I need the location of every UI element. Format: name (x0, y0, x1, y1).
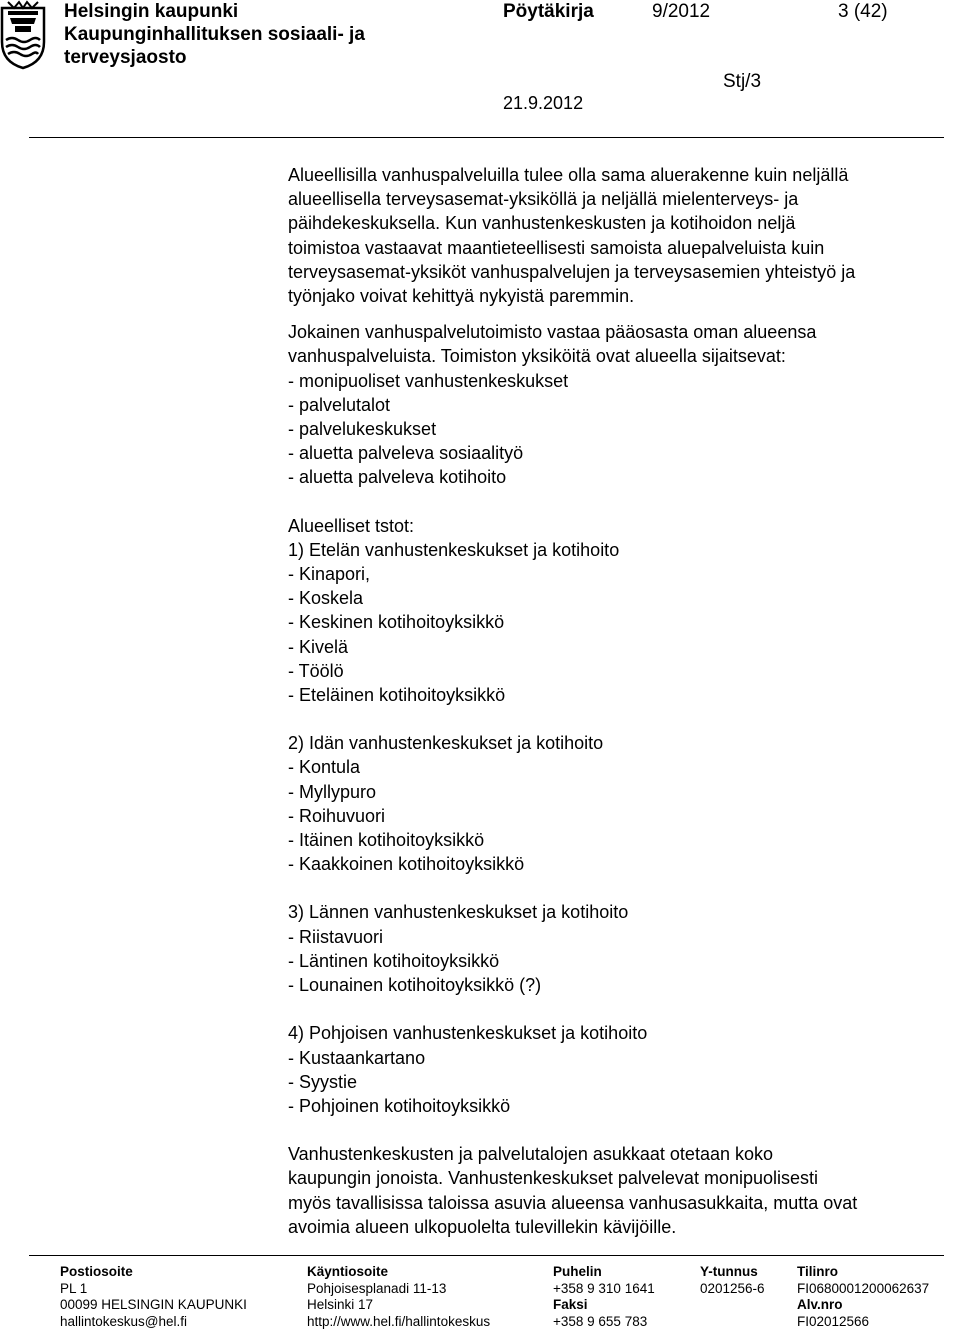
list-item: - Pohjoinen kotihoitoyksikkö (288, 1095, 511, 1116)
header-divider (29, 137, 944, 138)
list-item: - Myllypuro (288, 781, 377, 802)
organization-name: Helsingin kaupunki (64, 1, 239, 22)
list-item: - palvelukeskukset (288, 419, 437, 440)
committee-name-line2: terveysjaosto (64, 47, 187, 68)
document-body (288, 163, 928, 1239)
helsinki-coat-of-arms-icon (0, 0, 46, 70)
list-item: - Itäinen kotihoitoyksikkö (288, 830, 485, 851)
list-item: - Kaakkoinen kotihoitoyksikkö (288, 854, 525, 875)
list-item: - Kontula (288, 757, 361, 778)
footer-postal-address: Postiosoite PL 1 00099 HELSINGIN KAUPUNKI hallintokeskus@hel.fi (60, 1264, 247, 1329)
list-item: - Kustaankartano (288, 1047, 426, 1068)
section-number: Stj/3 (723, 71, 762, 92)
footer-website: http://www.hel.fi/hallintokeskus (307, 1313, 491, 1329)
list-item: - Roihuvuori (288, 805, 386, 826)
footer-visiting-address: Käyntiosoite Pohjoisesplanadi 11-13 Helsinki 17 http://www.hel.fi/hallintokeskus (307, 1264, 491, 1329)
list-north-region: 4) Pohjoisen vanhustenkeskukset ja kotihoito - Kustaankartano - Syystie - Pohjoinen kotihoitoyksikkö (288, 1023, 648, 1116)
footer-email: hallintokeskus@hel.fi (60, 1313, 188, 1329)
list-west-region: 3) Lännen vanhustenkeskukset ja kotihoito - Riistavuori - Läntinen kotihoitoyksikkö - Lounainen kotihoitoyksikkö (?) (288, 902, 629, 996)
list-item: - Riistavuori (288, 926, 384, 947)
footer-divider (29, 1255, 944, 1256)
footer-business-id: Y-tunnus 0201256-6 (700, 1264, 765, 1296)
footer-account: Tilinro FI0680001200062637 Alv.nro FI02012566 (797, 1264, 930, 1329)
meeting-date: 21.9.2012 (503, 93, 584, 113)
list-item: - monipuoliset vanhustenkeskukset (288, 370, 569, 391)
paragraph-office-units: Jokainen vanhuspalvelutoimisto vastaa pääosasta oman alueensa vanhuspalveluista. Toimiston yksiköitä ovat alueella sijaitsevat: - monipuoliset vanhustenkeskukset - palvelutalot - palvelukeskukset - aluetta palveleva sosiaalityö - aluetta palveleva kotihoito (288, 322, 817, 488)
list-item: - Lounainen kotihoitoyksikkö (?) (288, 975, 542, 996)
list-item: - Kivelä (288, 636, 349, 657)
meeting-number: 9/2012 (652, 1, 711, 22)
list-item: - Eteläinen kotihoitoyksikkö (288, 685, 506, 706)
list-south-region: Alueelliset tstot: 1) Etelän vanhustenkeskukset ja kotihoito - Kinapori, - Koskela - Keskinen kotihoitoyksikkö - Kivelä - Töölö - Eteläinen kotihoitoyksikkö (288, 515, 620, 706)
list-item: - aluetta palveleva sosiaalityö (288, 443, 524, 464)
paragraph-residents: Vanhustenkeskusten ja palvelutalojen asukkaat otetaan koko kaupungin jonoista. Vanhustenkeskukset palvelevat monipuolisesti myös tavallisissa taloissa asuvia alueensa vanhusasukkaita, mutta ovat avoimia alueen ulkopuolelta tulevillekin kävijöille. (288, 1144, 858, 1237)
list-item: - Töölö (288, 660, 344, 681)
list-item: - Keskinen kotihoitoyksikkö (288, 612, 505, 633)
list-item: - aluetta palveleva kotihoito (288, 467, 507, 488)
list-item: - palvelutalot (288, 394, 391, 415)
list-east-region: 2) Idän vanhustenkeskukset ja kotihoito - Kontula - Myllypuro - Roihuvuori - Itäinen kotihoitoyksikkö - Kaakkoinen kotihoitoyksikkö (288, 733, 604, 875)
page-number: 3 (42) (838, 1, 888, 22)
committee-name-line1: Kaupunginhallituksen sosiaali- ja (64, 24, 365, 45)
list-item: - Kinapori, (288, 564, 371, 585)
list-item: - Läntinen kotihoitoyksikkö (288, 950, 500, 971)
list-item: - Syystie (288, 1071, 358, 1092)
document-type: Pöytäkirja (503, 1, 594, 22)
list-item: - Koskela (288, 588, 364, 609)
footer-phone: Puhelin +358 9 310 1641 Faksi +358 9 655 783 (553, 1264, 655, 1329)
paragraph-regional-structure: Alueellisilla vanhuspalveluilla tulee olla sama aluerakenne kuin neljällä alueellisella terveysasemat-yksiköllä ja neljällä mielenterveys- ja päihdekeskuksella. Kun vanhustenkeskusten ja kotihoidon neljä toimistoa vastaavat maantieteellisesti samoista aluepalveluista kuin terveysasemat-yksiköt vanhuspalvelujen ja terveysasemien yhteistyö ja työnjako voivat kehittyä nykyistä paremmin. (288, 165, 856, 307)
